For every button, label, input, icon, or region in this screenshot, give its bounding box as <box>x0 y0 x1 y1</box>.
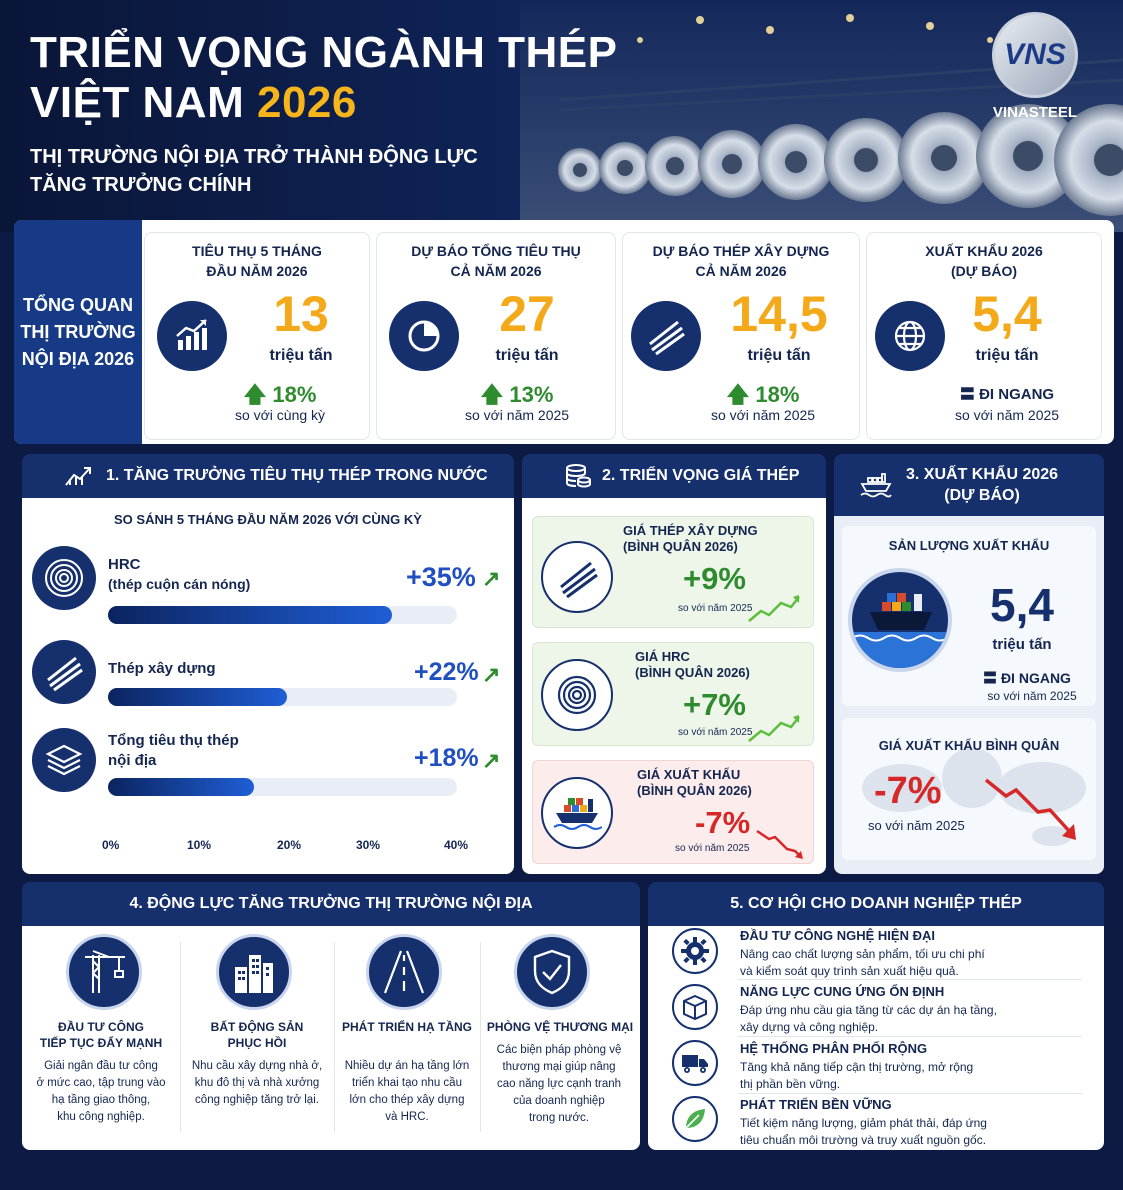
section2-body <box>522 498 826 874</box>
subtitle-line2: TĂNG TRƯỞNG CHÍNH <box>30 174 252 196</box>
driver-text-line: Các biện pháp phòng vệ <box>496 1044 622 1056</box>
opportunity-text-line: Nâng cao chất lượng sản phẩm, tối ưu chi phí <box>740 947 985 961</box>
kpi-title-line2: CẢ NĂM 2026 <box>450 263 542 279</box>
export-volume-title: SẢN LƯỢNG XUẤT KHẨU <box>888 538 1050 553</box>
export-price-compare: so với năm 2025 <box>868 818 965 833</box>
export-volume-change-value: ĐI NGANG <box>1000 670 1071 686</box>
opportunity-title: HỆ THỐNG PHÂN PHỐI RỘNG <box>740 1041 928 1056</box>
driver-text-line: lớn cho thép xây dựng <box>349 1094 465 1106</box>
kpi-unit: triệu tấn <box>269 347 333 364</box>
export-volume-card <box>842 526 1096 706</box>
divider <box>334 942 335 1132</box>
opportunity-text <box>740 1059 973 1093</box>
kpi-value: 14,5 <box>730 286 828 342</box>
export-volume-value: 5,4 <box>990 579 1054 631</box>
section3-header <box>834 454 1104 516</box>
driver-title-line1: PHÒNG VỆ THƯƠNG MẠI <box>486 1020 634 1034</box>
kpi-change-value: 18% <box>755 382 800 407</box>
section3-title-line2: (DỰ BÁO) <box>944 487 1020 504</box>
kpi-value: 13 <box>273 286 329 342</box>
kpi-card-consumption <box>144 232 370 440</box>
row-pct: +22% <box>414 658 479 686</box>
driver-text-line: Nhiều dự án hạ tầng lớn <box>344 1060 470 1072</box>
buildings-icon <box>216 934 292 1010</box>
axis-tick: 20% <box>277 838 302 852</box>
growth-chart-icon <box>157 301 227 371</box>
kpi-unit: triệu tấn <box>747 347 811 364</box>
section1-title: 1. TĂNG TRƯỞNG TIÊU THỤ THÉP TRONG NƯỚC <box>106 467 488 484</box>
divider <box>738 979 1082 980</box>
kpi-title-line2: (DỰ BÁO) <box>950 263 1018 279</box>
bar-total <box>108 778 254 796</box>
opportunity-text-line: Đáp ứng nhu cầu gia tăng từ các dự án hạ tầng, <box>740 1003 997 1017</box>
kpi-unit: triệu tấn <box>975 347 1039 364</box>
steel-sheets-icon <box>32 728 96 792</box>
divider <box>738 1093 1082 1094</box>
card-title-line2: (BÌNH QUÂN 2026) <box>635 665 750 680</box>
rebar-icon <box>541 541 613 613</box>
kpi-compare: so với năm 2025 <box>710 407 816 423</box>
opportunity-text-line: tiêu chuẩn môi trường và truy xuất nguồn gốc. <box>740 1133 987 1147</box>
coins-icon <box>564 463 592 489</box>
driver-text <box>484 1042 634 1127</box>
export-price-title: GIÁ XUẤT KHẨU BÌNH QUÂN <box>878 738 1060 753</box>
kpi-compare: so với cùng kỳ <box>234 407 326 423</box>
driver-title-line2: TIẾP TỤC ĐẨY MẠNH <box>39 1036 163 1050</box>
overview-label-line2: THỊ TRƯỜNG <box>20 321 136 342</box>
export-volume-compare: so với năm 2025 <box>987 689 1077 703</box>
row-label: Tổng tiêu thụ thép <box>108 732 239 749</box>
driver-text-line: ở mức cao, tập trung vào <box>36 1077 166 1089</box>
trend-arrow-icon: ↗ <box>482 662 501 687</box>
kpi-title-line1: XUẤT KHẨU 2026 <box>925 243 1043 259</box>
subtitle-line1: THỊ TRƯỜNG NỘI ĐỊA TRỞ THÀNH ĐỘNG LỰC <box>30 146 478 168</box>
trend-down-icon <box>755 827 805 861</box>
gear-icon <box>672 928 718 974</box>
logo-badge <box>992 12 1078 98</box>
section5-title: 5. CƠ HỘI CHO DOANH NGHIỆP THÉP <box>730 895 1022 912</box>
crane-icon <box>66 934 142 1010</box>
driver-text-line: công nghiệp tăng trở lại. <box>195 1094 319 1106</box>
kpi-compare: so với năm 2025 <box>464 407 570 423</box>
kpi-card-export <box>866 232 1102 440</box>
card-pct: -7% <box>695 805 751 840</box>
steel-coil-icon <box>541 659 613 731</box>
driver-text-line: khu đô thị và nhà xưởng <box>194 1077 320 1089</box>
up-arrow-icon: 🡅 <box>243 382 267 407</box>
driver-text-line: hạ tầng giao thông, <box>51 1094 151 1106</box>
opportunity-text <box>740 1002 997 1036</box>
trend-arrow-icon: ↗ <box>482 566 501 591</box>
logo-name: VINASTEEL <box>992 104 1078 121</box>
kpi-title <box>867 241 1101 281</box>
opportunity-text <box>740 1115 987 1149</box>
opportunity-text-line: Tiết kiệm năng lượng, giảm phát thải, đáp ứng <box>740 1116 987 1130</box>
opportunity-text-line: và kiểm soát quy trình sản xuất hiệu quả. <box>740 964 959 978</box>
driver-text <box>182 1058 332 1109</box>
overview-label-line1: TỔNG QUAN <box>23 294 133 315</box>
trend-up-icon <box>747 713 803 743</box>
up-arrow-icon: 🡅 <box>726 382 750 407</box>
driver-text-line: triển khai tạo nhu cầu <box>352 1077 462 1089</box>
row-sublabel: nội địa <box>108 752 157 769</box>
kpi-title-line1: DỰ BÁO TỔNG TIÊU THỤ <box>411 243 581 259</box>
driver-text-line: trong nước. <box>529 1112 589 1124</box>
equals-icon: 〓 <box>983 670 998 686</box>
trend-up-icon <box>747 593 803 623</box>
card-title-line1: GIÁ THÉP XÂY DỰNG <box>623 523 758 538</box>
kpi-compare: so với năm 2025 <box>954 407 1060 423</box>
kpi-change-value: 18% <box>272 382 317 407</box>
price-card-export <box>532 760 814 864</box>
card-compare: so với năm 2025 <box>678 603 753 614</box>
opportunity-text-line: thị phần bền vững. <box>740 1077 841 1091</box>
kpi-title <box>623 241 859 281</box>
highway-icon <box>366 934 442 1010</box>
kpi-change-value: 13% <box>509 382 554 407</box>
trend-down-icon <box>982 774 1082 844</box>
price-card-hrc <box>532 642 814 746</box>
card-pct: +9% <box>683 561 746 596</box>
section2-header <box>522 454 826 498</box>
export-volume-change <box>962 668 1092 688</box>
section4-header <box>22 882 640 926</box>
kpi-card-forecast-construction <box>622 232 860 440</box>
opportunity-text-line: xây dựng và công nghiệp. <box>740 1020 879 1034</box>
page-title-line1: TRIỂN VỌNG NGÀNH THÉP <box>30 28 618 77</box>
axis-tick: 0% <box>102 838 120 852</box>
bar-hrc <box>108 606 392 624</box>
divider <box>738 1036 1082 1037</box>
row-pct: +18% <box>414 744 479 772</box>
trend-arrow-icon: ↗ <box>482 748 501 773</box>
export-volume-unit: triệu tấn <box>992 636 1052 653</box>
logo <box>985 12 1085 121</box>
card-title-line1: GIÁ HRC <box>635 649 690 664</box>
driver-title-line1: BẤT ĐỘNG SẢN <box>210 1020 304 1034</box>
export-price-card <box>842 718 1096 860</box>
section3-body <box>834 516 1104 874</box>
globe-icon <box>875 301 945 371</box>
up-arrow-icon: 🡅 <box>480 382 504 407</box>
rebar-icon <box>32 640 96 704</box>
row-label: Thép xây dựng <box>108 660 216 677</box>
price-card-construction <box>532 516 814 628</box>
page-title-line2 <box>30 78 357 128</box>
driver-text-line: khu công nghiệp. <box>57 1111 145 1123</box>
driver-text-line: và HRC. <box>385 1111 429 1123</box>
kpi-value: 5,4 <box>972 286 1042 342</box>
row-label: HRC <box>108 556 141 573</box>
axis-tick: 30% <box>356 838 381 852</box>
kpi-title-line1: DỰ BÁO THÉP XÂY DỰNG <box>652 243 830 259</box>
section1-header <box>22 454 514 498</box>
truck-icon <box>672 1040 718 1086</box>
row-sublabel: (thép cuộn cán nóng) <box>108 576 251 592</box>
kpi-title-line2: ĐẦU NĂM 2026 <box>206 263 308 279</box>
driver-title-line1: PHÁT TRIỂN HẠ TẦNG <box>342 1020 472 1034</box>
cargo-ship-icon <box>541 777 613 849</box>
driver-text <box>336 1058 478 1126</box>
opportunity-title: NĂNG LỰC CUNG ỨNG ỔN ĐỊNH <box>740 984 945 999</box>
opportunity-text-line: Tăng khả năng tiếp cận thị trường, mở rộng <box>740 1060 974 1074</box>
divider <box>480 942 481 1132</box>
card-title-line2: (BÌNH QUÂN 2026) <box>623 539 738 554</box>
leaf-icon <box>672 1096 718 1142</box>
section1-body <box>22 498 514 874</box>
axis-tick: 40% <box>444 838 469 852</box>
kpi-title-line1: TIÊU THỤ 5 THÁNG <box>192 243 322 259</box>
driver-text-line: cao năng lực cạnh tranh <box>496 1078 622 1090</box>
kpi-title-line2: CẢ NĂM 2026 <box>695 263 787 279</box>
cargo-ship-icon <box>848 568 952 672</box>
title-country: VIỆT NAM <box>30 78 245 127</box>
kpi-change <box>927 383 1087 404</box>
opportunity-text <box>740 946 985 980</box>
driver-text-line: Nhu cầu xây dựng nhà ở, <box>191 1060 323 1072</box>
pie-chart-icon <box>389 301 459 371</box>
box-icon <box>672 984 718 1030</box>
card-compare: so với năm 2025 <box>675 843 750 854</box>
logo-mark: VNS <box>1004 38 1066 71</box>
kpi-unit: triệu tấn <box>495 347 559 364</box>
shield-check-icon <box>514 934 590 1010</box>
section1-subtitle: SO SÁNH 5 THÁNG ĐẦU NĂM 2026 VỚI CÙNG KỲ <box>114 512 422 527</box>
card-title-line2: (BÌNH QUÂN 2026) <box>637 783 752 798</box>
kpi-card-forecast-total <box>376 232 616 440</box>
equals-icon: 〓 <box>959 386 975 403</box>
kpi-change-value: ĐI NGANG <box>979 386 1055 403</box>
title-year: 2026 <box>256 78 357 127</box>
driver-title-line2: PHỤC HỒI <box>227 1036 287 1050</box>
section3-title-line1: 3. XUẤT KHẨU 2026 <box>906 466 1059 483</box>
overview-label <box>14 220 142 444</box>
kpi-value: 27 <box>499 286 555 342</box>
kpi-title <box>377 241 615 281</box>
card-title-line1: GIÁ XUẤT KHẨU <box>637 767 741 782</box>
row-pct: +35% <box>406 562 476 592</box>
section2-title: 2. TRIỂN VỌNG GIÁ THÉP <box>602 467 800 484</box>
driver-text-line: thương mại giúp nâng <box>502 1061 616 1073</box>
rebar-icon <box>631 301 701 371</box>
steel-coil-icon <box>32 546 96 610</box>
section5-body <box>648 926 1104 1150</box>
driver-text-line: Giải ngân đầu tư công <box>44 1060 158 1072</box>
axis-tick: 10% <box>187 838 212 852</box>
ship-icon <box>860 472 892 498</box>
driver-title-line1: ĐẦU TƯ CÔNG <box>58 1020 144 1034</box>
trend-up-icon <box>64 465 92 487</box>
section4-body <box>22 926 640 1150</box>
driver-text-line: của doanh nghiệp <box>513 1095 605 1107</box>
section4-title: 4. ĐỘNG LỰC TĂNG TRƯỞNG THỊ TRƯỜNG NỘI ĐỊA <box>129 895 533 912</box>
card-compare: so với năm 2025 <box>678 727 753 738</box>
section5-header <box>648 882 1104 926</box>
kpi-title <box>145 241 369 281</box>
hero-banner <box>0 0 1123 232</box>
driver-text <box>26 1058 176 1126</box>
card-pct: +7% <box>683 687 746 722</box>
opportunity-title: PHÁT TRIỂN BỀN VỮNG <box>740 1097 892 1112</box>
export-price-pct: -7% <box>874 770 942 812</box>
bar-construction <box>108 688 287 706</box>
overview-label-line3: NỘI ĐỊA 2026 <box>21 348 135 369</box>
opportunity-title: ĐẦU TƯ CÔNG NGHỆ HIỆN ĐẠI <box>740 928 935 943</box>
